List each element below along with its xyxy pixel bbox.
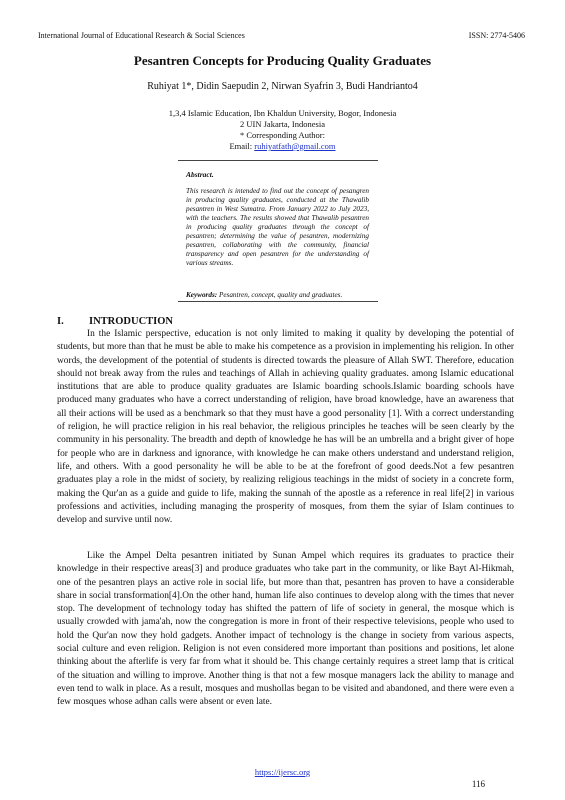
abstract-heading: Abstract. [186,170,214,179]
page-number: 116 [471,779,485,789]
email-line [0,141,565,151]
paragraph-text: Like the Ampel Delta pesantren initiated by Sunan Ampel which requires its graduates to practice their knowledge in their respective areas[3] and produce graduates who take part in the community, or like Bayt Al-Hikmah, one of the pesantren plays an active role in social life, but more than that, pesantren has proven to have a considerable share in social transformation[4].On the other hand, human life also continues to develop along with the times that never stop. The development of technology today has shifted the pattern of life of society in general, the mosque which is usually crowded with jama'ah, now the congregation is more in front of their respective televisions, people who used to hold the Qur'an now they hold gadgets. Another impact of technology is the change in society from various aspects, social culture and even religion. Religion is not even considered more important than positions and positions, let alone thinking about the afterlife is very far from what it should be. This change certainly requires a street lamp that is critical of the situation and willing to improve. Another thing is that not a few mosque managers lack the ability to manage and even tend to walk in place. As a result, mosques and mushollas began to be visited and abandoned, and there were even a few mosques whose adhan calls were absent or even late. [57,551,514,708]
section-heading [57,316,173,327]
abstract-text: This research is intended to find out the concept of pesangren in producing quality graduates, conducted at the Thawalib pesantren in West Sumatra. From January 2022 to July 2023, with the teachers. The results showed that Thawalib pesantren in producing quality graduates through the concept of pesantren; determining the value of pesantren, modernizing pesantren, collaborating with the community, financial transparency and open pesantren for the understanding of various streams. [186,187,369,267]
affiliation-1: 1,3,4 Islamic Education, Ibn Khaldun University, Bogor, Indonesia [168,108,397,118]
keywords-label: Keywords: [186,291,218,299]
affiliation-2: 2 UIN Jakarta, Indonesia [240,119,325,129]
keywords-line [186,291,376,299]
authors-text: Ruhiyat 1*, Didin Saepudin 2, Nirwan Syafrin 3, Budi Handrianto4 [147,81,418,92]
section-title: INTRODUCTION [89,316,174,327]
corresponding-author: * Corresponding Author: [240,130,325,140]
section-number: I. [57,316,64,327]
paragraph-text: In the Islamic perspective, education is not only limited to making it quality by developing the potential of students, but more than that he must be able to make his competence as a provision in implementing his religion. In other words, the development of the potential of students is directed towards the pleasure of Allah SWT. Therefore, education should not break away from the rules and teachings of Allah in achieving quality graduates. among Islamic educational institutions that are able to produce quality graduates are Islamic boarding schools.Islamic boarding schools have produced many graduates who have a correct understanding of religion, have broad knowledge, have an awareness that all their actions will be used as a benchmark so that they must have a good personality [1]. With a correct understanding of religion, he will practice religion in his real behavior, the religious principles he teaches will be seen clearly by the community in his personality. The breadth and depth of knowledge he has will be an umbrella and a bright giver of hope for people who are in darkness and ignorance, with knowledge he can make others understand and understand religion, life, and others. With a good personality he will be able to be at the forefront of good deeds.Not a few pesantren graduates play a role in the midst of society, by realizing religious teachings in the midst of society in a concrete form, making the Qur'an as a guide and guide to life, making the sunnah of the apostle as a reference in real life[2] in various professions and activities, including managing the prosperity of mosques, from them the syiar of Islam continues to develop and survive until now. [57,329,514,526]
email-link[interactable]: ruhiyatfath@gmail.com [254,141,336,151]
issn-label: ISSN: 2774-5406 [468,31,525,40]
journal-website-link[interactable]: https://ijersc.org [254,767,311,777]
email-label: Email: [229,141,255,151]
body-paragraph-1 [57,328,514,527]
journal-running-head: International Journal of Educational Research & Social Sciences [38,31,245,40]
author-list [0,81,565,92]
paper-title: Pesantren Concepts for Producing Quality Graduates [133,53,432,68]
body-paragraph-2 [57,550,514,710]
keywords-text: Pesantren, concept, quality and graduates. [217,291,343,299]
